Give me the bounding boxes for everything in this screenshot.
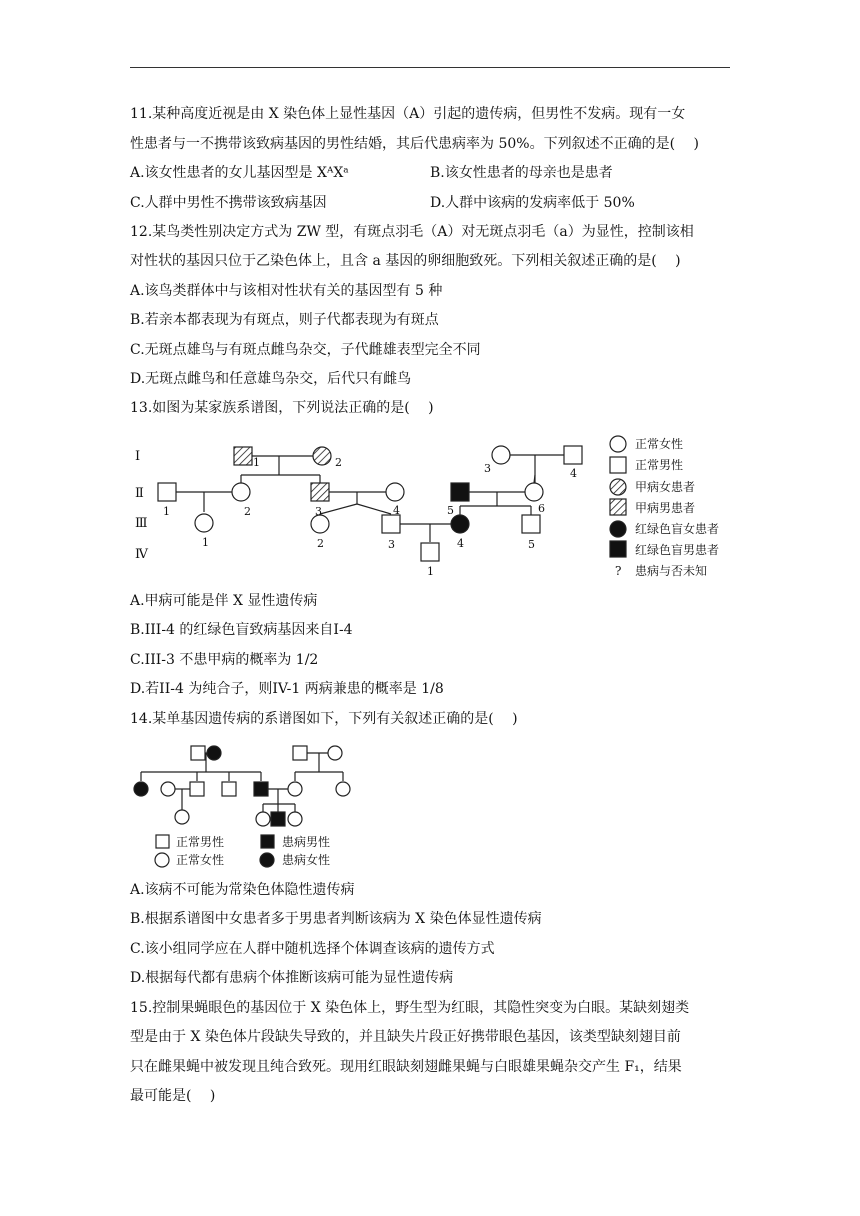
q14-option-a: A.该病不可能为常染色体隐性遗传病 — [130, 882, 355, 898]
q15-stem-line4: 最可能是( ) — [130, 1088, 216, 1104]
q11-option-b: B.该女性患者的母亲也是患者 — [430, 165, 613, 181]
q14-pedigree-figure — [125, 738, 375, 873]
I2-affected-female-a — [313, 447, 331, 465]
g2-affected-male — [254, 782, 268, 796]
svg-text:3: 3 — [315, 505, 322, 518]
IV1-normal-male — [421, 543, 439, 561]
legend-normal-female-icon — [155, 853, 169, 867]
svg-text:4: 4 — [570, 467, 577, 480]
legend-normal-male-icon — [610, 457, 626, 473]
legend-affected-female-a-icon — [610, 479, 626, 495]
II2-normal-female — [232, 483, 250, 501]
svg-text:4: 4 — [457, 537, 464, 550]
legend-label-0: 正常女性 — [635, 437, 684, 451]
q14-option-b: B.根据系谱图中女患者多于男患者判断该病为 X 染色体显性遗传病 — [130, 911, 542, 927]
II6-normal-female — [525, 483, 543, 501]
g2-normal-male — [190, 782, 204, 796]
gen-label-IV: Ⅳ — [135, 547, 148, 562]
III1-normal-female — [195, 514, 213, 532]
legend-label-1: 正常男性 — [635, 458, 684, 472]
g2-normal-female-right-2 — [336, 782, 350, 796]
g1-right-normal-female — [328, 746, 342, 760]
q11-option-d: D.人群中该病的发病率低于 50% — [430, 195, 635, 211]
svg-text:2: 2 — [244, 505, 251, 518]
II3-affected-male-a — [311, 483, 329, 501]
legend-colorblind-male-icon — [610, 541, 626, 557]
svg-text:5: 5 — [528, 538, 535, 551]
svg-text:5: 5 — [447, 504, 454, 517]
q11-stem-line2: 性患者与一不携带该致病基因的男性结婚，其后代患病率为 50%。下列叙述不正确的是( ) — [130, 136, 699, 152]
q12-option-c: C.无斑点雄鸟与有斑点雌鸟杂交，子代雌雄表型完全不同 — [130, 342, 481, 358]
g1-left-normal-male — [191, 746, 205, 760]
g3-normal-female — [256, 812, 270, 826]
II4-normal-female — [386, 483, 404, 501]
q15-stem-line3: 只在雌果蝇中被发现且纯合致死。现用红眼缺刻翅雌果蝇与白眼雄果蝇杂交产生 F₁，结果 — [130, 1059, 682, 1075]
svg-text:6: 6 — [538, 502, 545, 515]
III3-normal-male — [382, 515, 400, 533]
legend-label-5: 红绿色盲男患者 — [635, 543, 720, 557]
q15-stem-line1: 15.控制果蝇眼色的基因位于 X 染色体上，野生型为红眼，其隐性突变为白眼。某缺刻翅类 — [130, 1000, 690, 1016]
q14-option-c: C.该小组同学应在人群中随机选择个体调查该病的遗传方式 — [130, 941, 495, 957]
I4-normal-male — [564, 446, 582, 464]
q11-stem-line1: 11.某种高度近视是由 X 染色体上显性基因（A）引起的遗传病，但男性不发病。现有一女 — [130, 106, 686, 122]
q13-pedigree-figure — [125, 430, 745, 585]
g2-affected-female — [134, 782, 148, 796]
q14-option-d: D.根据每代都有患病个体推断该病可能为显性遗传病 — [130, 970, 454, 986]
g1-right-normal-male — [293, 746, 307, 760]
q12-option-b: B.若亲本都表现为有斑点，则子代都表现为有斑点 — [130, 312, 439, 328]
svg-text:1: 1 — [202, 536, 209, 549]
q11-option-c: C.人群中男性不携带该致病基因 — [130, 195, 327, 211]
legend-label-4: 红绿色盲女患者 — [635, 522, 720, 536]
legend-normal-male-icon — [156, 835, 169, 848]
q15-stem-line2: 型是由于 X 染色体片段缺失导致的，并且缺失片段正好携带眼色基因，该类型缺刻翅目前 — [130, 1029, 681, 1045]
svg-text:3: 3 — [484, 462, 491, 475]
gen-label-I: Ⅰ — [135, 449, 141, 464]
q13-stem: 13.如图为某家族系谱图，下列说法正确的是( ) — [130, 400, 434, 416]
legend-label-6: 患病与否未知 — [635, 564, 708, 578]
q13-option-a: A.甲病可能是伴 X 显性遗传病 — [130, 593, 318, 609]
svg-text:4: 4 — [393, 504, 400, 517]
svg-text:1: 1 — [427, 565, 434, 578]
gen-label-III: Ⅲ — [135, 516, 148, 531]
legend-label-2: 甲病女患者 — [635, 480, 696, 494]
legend-normal-female-label: 正常女性 — [176, 853, 225, 867]
legend-affected-female-icon — [260, 853, 274, 867]
gen-label-II: Ⅱ — [135, 486, 144, 501]
g2-normal-female-right — [288, 782, 302, 796]
legend-unknown-mark: ? — [615, 564, 622, 578]
q13-option-b: B.III-4 的红绿色盲致病基因来自I-4 — [130, 622, 353, 638]
g2-normal-female-spouse — [161, 782, 175, 796]
svg-text:1: 1 — [253, 456, 260, 469]
legend-affected-male-a-icon — [610, 499, 626, 515]
header-rule — [130, 67, 730, 68]
legend-affected-female-label: 患病女性 — [282, 853, 331, 867]
q13-option-d: D.若II-4 为纯合子，则IV-1 两病兼患的概率是 1/8 — [130, 681, 444, 697]
legend-colorblind-female-icon — [610, 521, 626, 537]
II5-colorblind-male — [451, 483, 469, 501]
g3-affected-male — [271, 812, 285, 826]
q14-stem: 14.某单基因遗传病的系谱图如下，下列有关叙述正确的是( ) — [130, 711, 518, 727]
svg-text:2: 2 — [335, 456, 342, 469]
g2-normal-male-2 — [222, 782, 236, 796]
g3-left-normal-female — [175, 810, 189, 824]
II1-normal-male — [158, 483, 176, 501]
legend-affected-male-icon — [261, 835, 274, 848]
III5-normal-male — [522, 515, 540, 533]
q12-stem-line1: 12.某鸟类性别决定方式为 ZW 型，有斑点羽毛（A）对无斑点羽毛（a）为显性，控制该相 — [130, 224, 694, 240]
g1-left-affected-female — [207, 746, 221, 760]
q12-option-a: A.该鸟类群体中与该相对性状有关的基因型有 5 种 — [130, 283, 443, 299]
III4-colorblind-female — [451, 515, 469, 533]
svg-text:1: 1 — [163, 505, 170, 518]
q11-option-a: A.该女性患者的女儿基因型是 XᴬXᵃ — [130, 165, 349, 181]
q12-stem-line2: 对性状的基因只位于乙染色体上，且含 a 基因的卵细胞致死。下列相关叙述正确的是( ) — [130, 253, 681, 269]
legend-affected-male-label: 患病男性 — [282, 835, 331, 849]
svg-text:3: 3 — [388, 538, 395, 551]
g3-normal-female-2 — [288, 812, 302, 826]
legend-label-3: 甲病男患者 — [635, 501, 696, 515]
svg-text:2: 2 — [317, 537, 324, 550]
q13-option-c: C.III-3 不患甲病的概率为 1/2 — [130, 652, 319, 668]
legend-normal-male-label: 正常男性 — [176, 835, 225, 849]
I3-normal-female — [492, 446, 510, 464]
I1-affected-male-a — [234, 447, 252, 465]
legend-normal-female-icon — [610, 436, 626, 452]
q12-option-d: D.无斑点雌鸟和任意雄鸟杂交，后代只有雌鸟 — [130, 371, 412, 387]
